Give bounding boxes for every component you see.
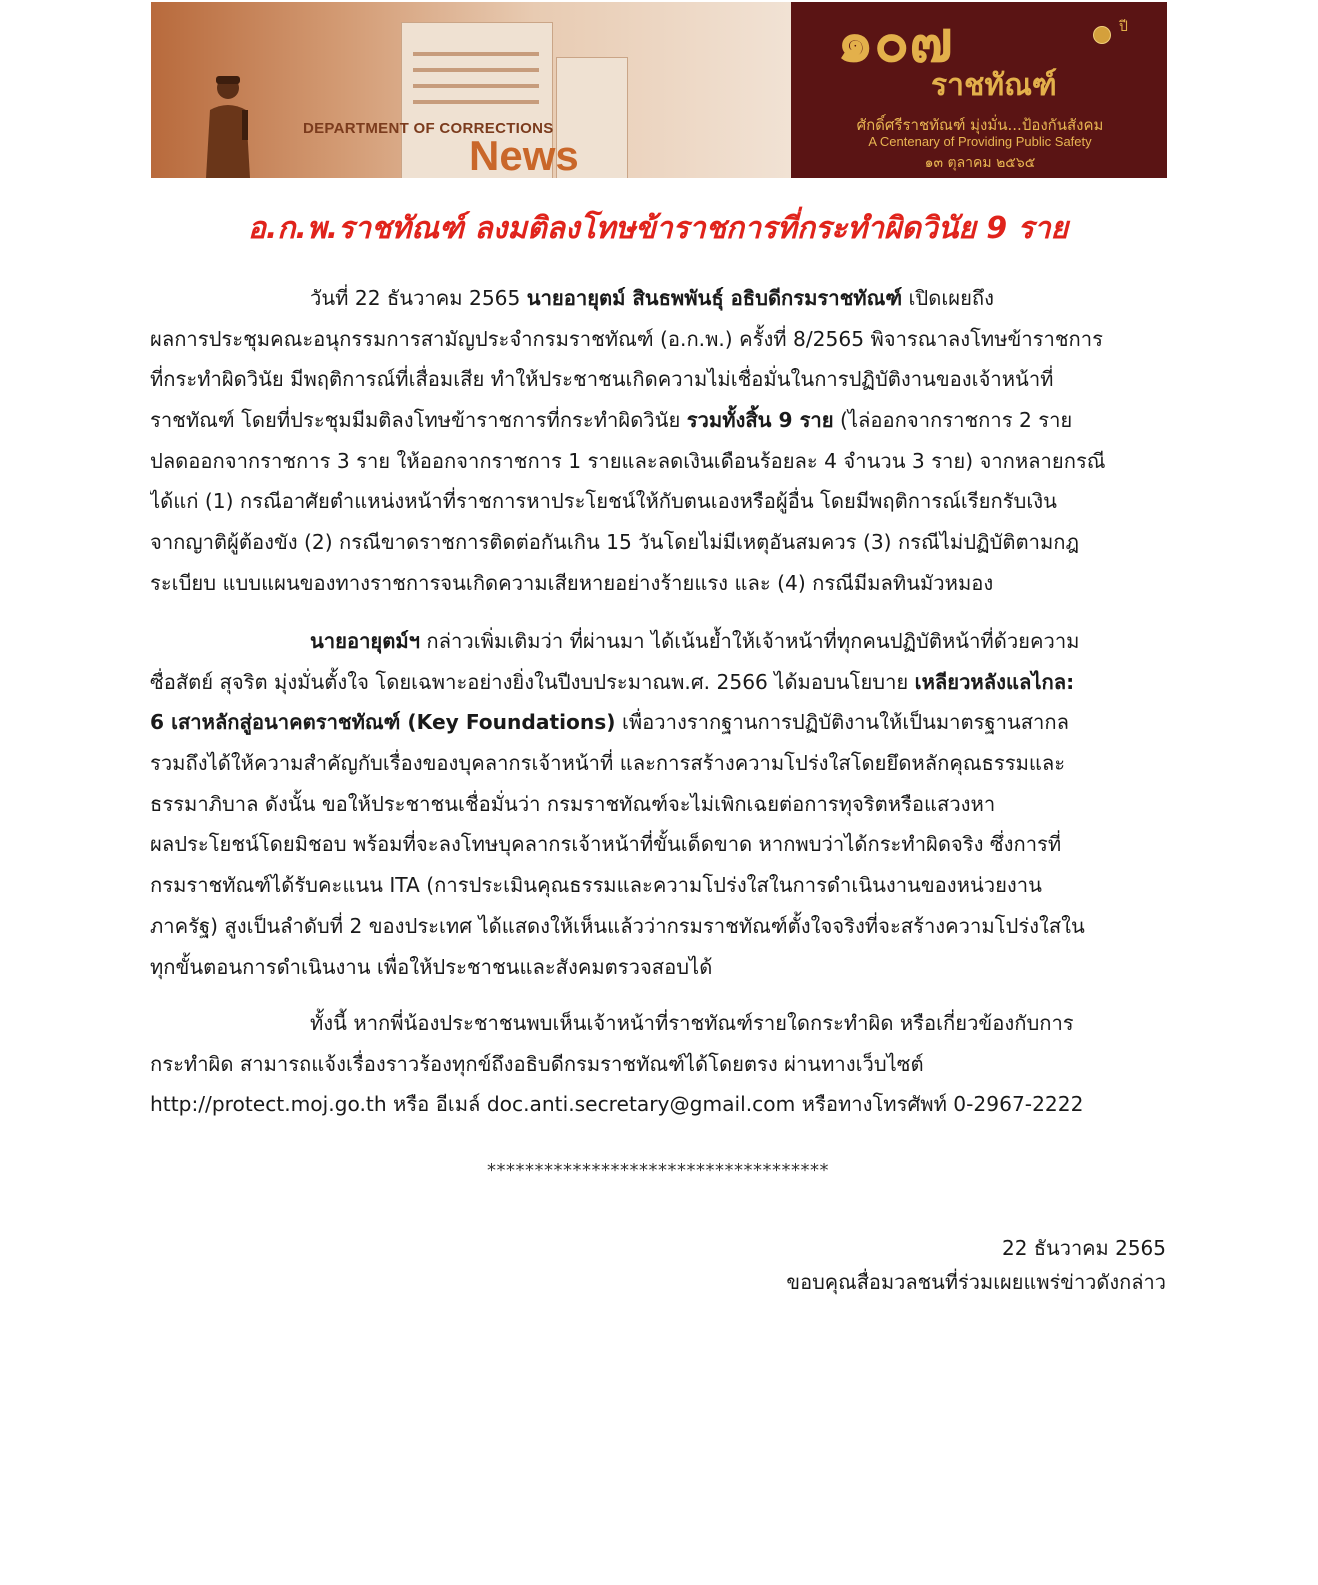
- text-line: ภาครัฐ) สูงเป็นลำดับที่ 2 ของประเทศ ได้แสดงให้เห็นแล้วว่ากรมราชทัณฑ์ตั้งใจจริงที่จะสร้างความโปร่งใสใน: [150, 913, 1085, 938]
- text-line: ได้แก่ (1) กรณีอาศัยตำแหน่งหน้าที่ราชการหาประโยชน์ให้กับตนเองหรือผู้อื่น โดยมีพฤติการณ์เรียกรับเงิน: [150, 489, 1057, 514]
- anniversary-slogan-en: A Centenary of Providing Public Safety: [868, 134, 1092, 149]
- text-run: วันที่ 22 ธันวาคม 2565: [310, 286, 527, 310]
- bold-text-run: เหลียวหลังแลไกล:: [914, 669, 1075, 694]
- anniversary-org-name: ราชทัณฑ์: [931, 68, 1057, 103]
- release-date: 22 ธันวาคม 2565: [1002, 1236, 1166, 1260]
- text-line: กระทำผิด สามารถแจ้งเรื่องราวร้องทุกข์ถึงอธิบดีกรมราชทัณฑ์ได้โดยตรง ผ่านทางเว็บไซต์: [150, 1051, 924, 1076]
- department-seal-icon: [1093, 26, 1111, 44]
- section-separator: ************************************: [487, 1160, 829, 1181]
- text-line: ทุกขั้นตอนการดำเนินงาน เพื่อให้ประชาชนและสังคมตรวจสอบได้: [150, 954, 713, 979]
- bold-text-run: รวมทั้งสิ้น 9 ราย: [686, 408, 834, 433]
- text-line: ผลประโยชน์โดยมิชอบ พร้อมที่จะลงโทษบุคลากรเจ้าหน้าที่ขั้นเด็ดขาด หากพบว่าได้กระทำผิดจริง ซึ่งการที่: [150, 832, 1062, 857]
- text-run: เพื่อวางรากฐานการปฏิบัติงานให้เป็นมาตรฐานสากล: [615, 710, 1069, 735]
- text-line: กรมราชทัณฑ์ได้รับคะแนน ITA (การประเมินคุณธรรมและความโปร่งใสในการดำเนินงานของหน่วยงาน: [150, 873, 1042, 898]
- anniversary-slogan-th: ศักดิ์ศรีราชทัณฑ์ มุ่งมั่น...ป้องกันสังคม: [856, 116, 1104, 134]
- department-title: DEPARTMENT OF CORRECTIONS: [303, 120, 554, 137]
- text-run: ราชทัณฑ์ โดยที่ประชุมมีมติลงโทษข้าราชการที่กระทำผิดวินัย: [150, 408, 687, 433]
- text-line: จากญาติผู้ต้องขัง (2) กรณีขาดราชการติดต่อกันเกิน 15 วันโดยไม่มีเหตุอันสมควร (3) กรณีไม่ปฏิบัติตามกฎ: [150, 530, 1080, 555]
- text-line: รวมถึงได้ให้ความสำคัญกับเรื่องของบุคลากรเจ้าหน้าที่ และการสร้างความโปร่งใสโดยยึดหลักคุณธรรมและ: [150, 751, 1066, 776]
- text-line: ที่กระทำผิดวินัย มีพฤติการณ์ที่เสื่อมเสีย ทำให้ประชาชนเกิดความไม่เชื่อมั่นในการปฏิบัติงานของเจ้าหน้าที่: [150, 367, 1054, 392]
- text-line: ทั้งนี้ หากพี่น้องประชาชนพบเห็นเจ้าหน้าที่ราชทัณฑ์รายใดกระทำผิด หรือเกี่ยวข้องกับการ: [310, 1011, 1074, 1035]
- bold-text-run: นายอายุตม์ สินธพพันธุ์ อธิบดีกรมราชทัณฑ์: [526, 286, 903, 310]
- paragraph-3: [150, 1003, 1166, 1125]
- text-line: ธรรมาภิบาล ดังนั้น ขอให้ประชาชนเชื่อมั่นว่า กรมราชทัณฑ์จะไม่เพิกเฉยต่อการทุจริตหรือแสวงหา: [150, 791, 996, 816]
- text-line: [150, 702, 1166, 743]
- officer-silhouette-icon: [196, 70, 258, 178]
- bold-text-run: นายอายุตม์ฯ: [310, 629, 421, 653]
- news-title: News: [469, 132, 579, 178]
- text-line: [150, 662, 1166, 703]
- anniversary-date: ๑๓ ตุลาคม ๒๕๖๕: [924, 155, 1036, 171]
- anniversary-number: ๑๐๗: [837, 7, 953, 75]
- anniversary-year-word: ปี: [1119, 19, 1128, 35]
- text-run: เปิดเผยถึง: [902, 286, 994, 310]
- text-line: [150, 621, 1166, 662]
- text-line: ระเบียบ แบบแผนของทางราชการจนเกิดความเสียหายอย่างร้ายแรง และ (4) กรณีมีมลทินมัวหมอง: [150, 570, 994, 595]
- banner-photo-panel: [151, 2, 791, 178]
- text-run: (ไล่ออกจากราชการ 2 ราย: [833, 408, 1073, 433]
- text-line: ผลการประชุมคณะอนุกรรมการสามัญประจำกรมราชทัณฑ์ (อ.ก.พ.) ครั้งที่ 8/2565 พิจารณาลงโทษข้าราชการ: [150, 326, 1103, 351]
- text-line: ปลดออกจากราชการ 3 ราย ให้ออกจากราชการ 1 รายและลดเงินเดือนร้อยละ 4 จำนวน 3 ราย) จากหลายกรณี: [150, 448, 1106, 473]
- news-banner: [151, 2, 1167, 178]
- bold-text-run: 6 เสาหลักสู่อนาคตราชทัณฑ์ (Key Foundations): [150, 710, 616, 735]
- text-line: [150, 400, 1166, 441]
- paragraph-1: [150, 278, 1166, 604]
- paragraph-2: [150, 621, 1166, 987]
- news-headline: อ.ก.พ.ราชทัณฑ์ ลงมติลงโทษข้าราชการที่กระทำผิดวินัย 9 ราย: [247, 211, 1069, 246]
- text-line: [150, 278, 1166, 319]
- anniversary-panel: [791, 2, 1167, 178]
- thanks-note: ขอบคุณสื่อมวลชนที่ร่วมเผยแพร่ข่าวดังกล่าว: [786, 1270, 1166, 1294]
- text-run: กล่าวเพิ่มเติมว่า ที่ผ่านมา ได้เน้นย้ำให้เจ้าหน้าที่ทุกคนปฏิบัติหน้าที่ด้วยความ: [420, 629, 1080, 653]
- contact-line: http://protect.moj.go.th หรือ อีเมล์ doc.anti.secretary@gmail.com หรือทางโทรศัพท์ 0-2967-2222: [150, 1092, 1084, 1117]
- text-run: ซื่อสัตย์ สุจริต มุ่งมั่นตั้งใจ โดยเฉพาะอย่างยิ่งในปีงบประมาณพ.ศ. 2566 ได้มอบนโยบาย: [150, 669, 915, 694]
